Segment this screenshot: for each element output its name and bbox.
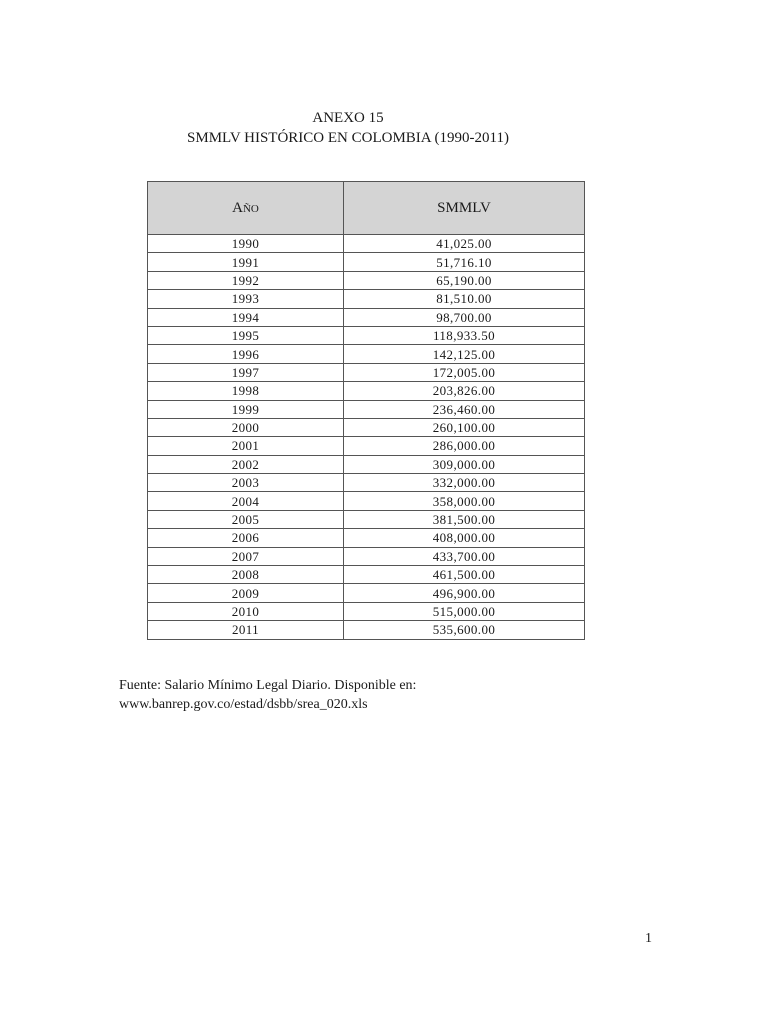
year-cell: 2004: [148, 492, 344, 510]
smmlv-cell: 461,500.00: [344, 566, 585, 584]
smmlv-cell: 496,900.00: [344, 584, 585, 602]
smmlv-cell: 515,000.00: [344, 602, 585, 620]
year-cell: 2005: [148, 510, 344, 528]
table-row: [148, 602, 585, 620]
table-row: [148, 235, 585, 253]
smmlv-cell: 260,100.00: [344, 418, 585, 436]
smmlv-cell: 433,700.00: [344, 547, 585, 565]
year-cell: 1994: [148, 308, 344, 326]
page-title: SMMLV HISTÓRICO EN COLOMBIA (1990-2011): [187, 130, 509, 146]
table-row: [148, 492, 585, 510]
table-row: [148, 418, 585, 436]
table-row: [148, 547, 585, 565]
column-header-year: Año: [148, 182, 344, 235]
smmlv-cell: 65,190.00: [344, 271, 585, 289]
smmlv-cell: 118,933.50: [344, 326, 585, 344]
smmlv-cell: 51,716.10: [344, 253, 585, 271]
page-number: 1: [645, 931, 652, 946]
smmlv-table-container: [147, 181, 584, 640]
table-row: [148, 253, 585, 271]
smmlv-cell: 332,000.00: [344, 474, 585, 492]
smmlv-cell: 142,125.00: [344, 345, 585, 363]
table-header-row: [148, 182, 585, 235]
source-note: [119, 676, 416, 714]
smmlv-cell: 41,025.00: [344, 235, 585, 253]
year-cell: 1993: [148, 290, 344, 308]
year-cell: 2009: [148, 584, 344, 602]
source-url: www.banrep.gov.co/estad/dsbb/srea_020.xls: [119, 697, 368, 712]
table-row: [148, 474, 585, 492]
year-cell: 2000: [148, 418, 344, 436]
table-row: [148, 437, 585, 455]
table-row: [148, 326, 585, 344]
table-row: [148, 400, 585, 418]
year-cell: 1999: [148, 400, 344, 418]
smmlv-cell: 535,600.00: [344, 621, 585, 639]
year-cell: 1995: [148, 326, 344, 344]
table-row: [148, 510, 585, 528]
year-cell: 2008: [148, 566, 344, 584]
table-row: [148, 455, 585, 473]
year-cell: 1997: [148, 363, 344, 381]
table-row: [148, 529, 585, 547]
smmlv-cell: 81,510.00: [344, 290, 585, 308]
smmlv-cell: 358,000.00: [344, 492, 585, 510]
table-row: [148, 290, 585, 308]
smmlv-cell: 236,460.00: [344, 400, 585, 418]
smmlv-cell: 381,500.00: [344, 510, 585, 528]
year-cell: 2001: [148, 437, 344, 455]
table-row: [148, 308, 585, 326]
year-cell: 2002: [148, 455, 344, 473]
table-row: [148, 363, 585, 381]
document-header: [0, 108, 696, 148]
table-body: [148, 235, 585, 640]
year-cell: 1991: [148, 253, 344, 271]
smmlv-cell: 203,826.00: [344, 382, 585, 400]
year-cell: 1996: [148, 345, 344, 363]
year-cell: 2010: [148, 602, 344, 620]
table-row: [148, 566, 585, 584]
year-cell: 2007: [148, 547, 344, 565]
table-row: [148, 621, 585, 639]
smmlv-cell: 172,005.00: [344, 363, 585, 381]
table-row: [148, 382, 585, 400]
source-text: Fuente: Salario Mínimo Legal Diario. Disponible en:: [119, 678, 417, 693]
smmlv-cell: 408,000.00: [344, 529, 585, 547]
smmlv-cell: 286,000.00: [344, 437, 585, 455]
table-row: [148, 584, 585, 602]
year-cell: 2011: [148, 621, 344, 639]
table-row: [148, 271, 585, 289]
year-cell: 1992: [148, 271, 344, 289]
year-cell: 1998: [148, 382, 344, 400]
year-cell: 2003: [148, 474, 344, 492]
year-cell: 2006: [148, 529, 344, 547]
smmlv-table: [147, 181, 585, 640]
smmlv-cell: 309,000.00: [344, 455, 585, 473]
year-cell: 1990: [148, 235, 344, 253]
smmlv-cell: 98,700.00: [344, 308, 585, 326]
annex-label: ANEXO 15: [312, 110, 384, 126]
table-row: [148, 345, 585, 363]
column-header-smmlv: SMMLV: [344, 182, 585, 235]
